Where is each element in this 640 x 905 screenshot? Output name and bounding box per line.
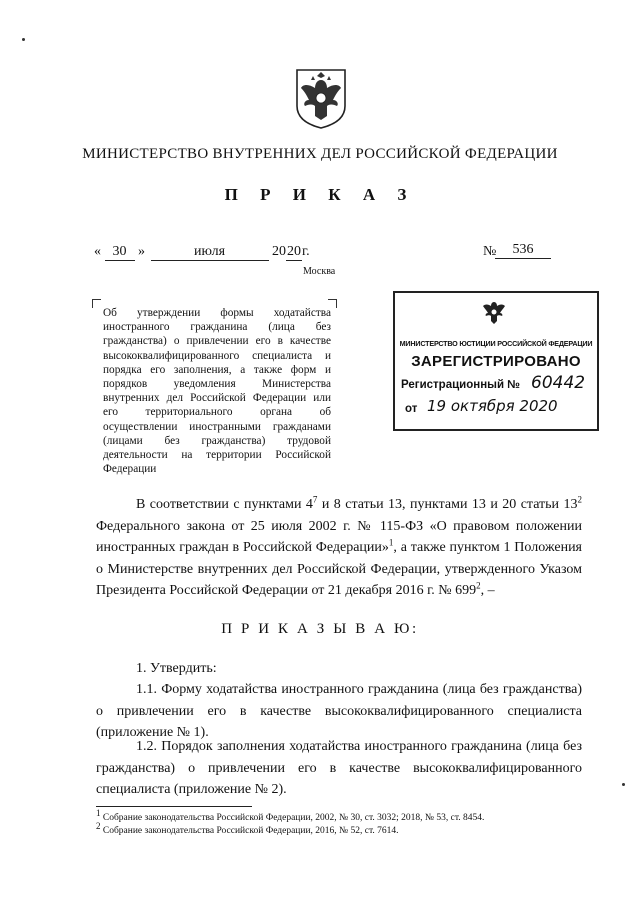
- item-1-2: 1.2. Порядок заполнения ходатайства иностранного гражданина (лица без гражданства) о привлечении его в качестве высококвалифицированного специалиста (приложение № 2).: [96, 739, 582, 797]
- item-1-1: 1.1. Форму ходатайства иностранного гражданина (лица без гражданства) о привлечении его в качестве высококвалифицированного специалиста (приложение № 1).: [96, 682, 582, 740]
- stamp-ministry: МИНИСТЕРСТВО ЮСТИЦИИ РОССИЙСКОЙ ФЕДЕРАЦИИ: [399, 339, 593, 348]
- footnote-ref: 2: [476, 580, 481, 591]
- russian-coat-of-arms-icon: [293, 66, 349, 130]
- scan-dot: [22, 38, 25, 41]
- date-month: июля: [151, 244, 269, 261]
- item-1: 1. Утвердить:: [136, 661, 217, 676]
- footnote-separator: [96, 806, 252, 807]
- scan-dot: [622, 783, 625, 786]
- order-subject: Об утверждении формы ходатайства иностранного гражданина (лица без гражданства) о привлечении его в качестве высококвалифицированного специалиста и порядка его заполнения, а также форм и порядков уведомления Министерства внутренних дел Российской Федерации или его территориального органа об осуществлении иностранными гражданами (лицами без гражданства) трудовой деятельности на территории Российской Федерации: [103, 307, 331, 476]
- order-word: П Р И К А З Ы В А Ю:: [221, 621, 419, 637]
- preamble-text: Федерального закона от 25 июля 2002 г. № 115-ФЗ «О правовом положении иностранных граждан в Российской Федерации»: [96, 518, 582, 555]
- footnote-mark: 2: [96, 820, 101, 831]
- stamp-reg-number: 60442: [531, 373, 586, 393]
- order-date: [94, 244, 310, 261]
- preamble-superscript: 2: [577, 494, 582, 505]
- preamble-text: В соответствии с пунктами 4: [136, 497, 313, 512]
- footnote-mark: 1: [96, 807, 101, 818]
- footnote-text: Собрание законодательства Российской Федерации, 2016, № 52, ст. 7614.: [100, 826, 399, 836]
- stamp-reg-label: Регистрационный №: [401, 379, 521, 391]
- preamble-text: , –: [480, 583, 495, 598]
- footnote-2: [96, 820, 596, 837]
- order-number-label: №: [483, 244, 497, 259]
- footnote-text: Собрание законодательства Российской Федерации, 2002, № 30, ст. 3032; 2018, № 53, ст. 8454.: [100, 813, 485, 823]
- date-open-quote: «: [94, 244, 101, 259]
- stamp-coat-of-arms-icon: [481, 299, 507, 327]
- date-year-suffix: 20: [287, 244, 301, 259]
- date-year-mark: г.: [302, 244, 310, 259]
- footnote-1: [96, 807, 596, 824]
- date-year-prefix: 20: [272, 244, 286, 259]
- city: Москва: [303, 266, 336, 277]
- stamp-date-handwritten: 19 октября 2020: [427, 397, 558, 415]
- subject-bracket-left: [92, 299, 101, 308]
- registration-stamp: [393, 291, 599, 431]
- preamble-text: и 8 статьи 13, пунктами 13 и 20 статьи 13: [317, 497, 578, 512]
- stamp-date-label: от: [405, 403, 418, 415]
- date-close-quote: »: [138, 244, 145, 259]
- preamble-superscript: 7: [312, 494, 318, 505]
- document-type-title: П Р И К А З: [224, 185, 416, 204]
- ministry-title: МИНИСТЕРСТВО ВНУТРЕННИХ ДЕЛ РОССИЙСКОЙ ФЕДЕРАЦИИ: [82, 146, 558, 162]
- footnote-ref: 1: [388, 537, 394, 548]
- stamp-registered: ЗАРЕГИСТРИРОВАНО: [411, 353, 581, 370]
- date-day: 30: [105, 244, 135, 261]
- order-number: 536: [495, 242, 551, 259]
- preamble-paragraph: [96, 494, 582, 602]
- preamble-text: , а также пунктом 1 Положения о Министерстве внутренних дел Российской Федерации, утвержденного Указом Президента Российской Федерации от 21 декабря 2016 г. № 699: [96, 540, 582, 598]
